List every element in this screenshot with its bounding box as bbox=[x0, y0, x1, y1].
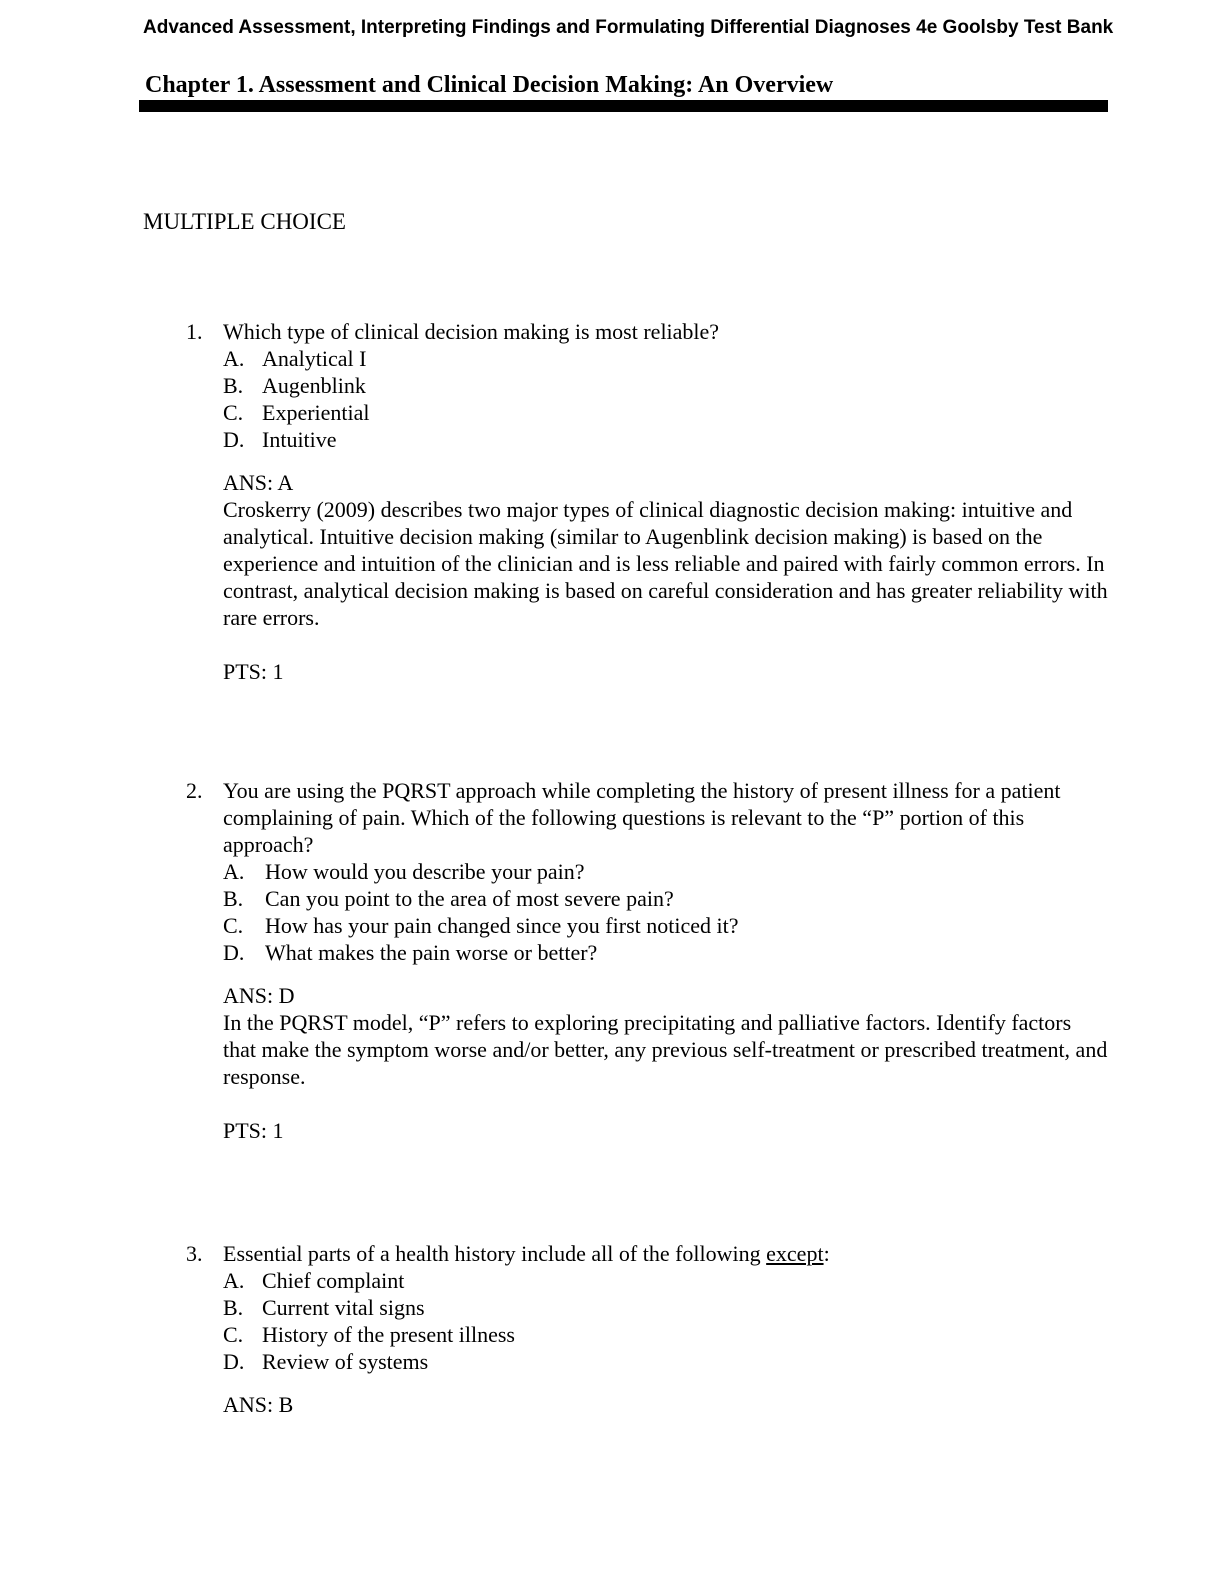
option-d bbox=[223, 939, 1126, 966]
option-text: How has your pain changed since you first noticed it? bbox=[265, 913, 739, 938]
option-b bbox=[223, 885, 1126, 912]
answer-key: ANS: D bbox=[223, 983, 295, 1008]
chapter-divider bbox=[139, 100, 1108, 112]
running-header: Advanced Assessment, Interpreting Findings and Formulating Differential Diagnoses 4e Goolsby Test Bank bbox=[143, 17, 1114, 38]
chapter-title: Chapter 1. Assessment and Clinical Decision Making: An Overview bbox=[145, 72, 834, 98]
answer-options bbox=[223, 345, 1126, 453]
answer-options bbox=[223, 858, 1126, 966]
option-letter: C. bbox=[223, 913, 244, 938]
stem-text: Essential parts of a health history include all of the following bbox=[223, 1241, 767, 1266]
option-text: Analytical I bbox=[262, 346, 367, 371]
points-value: PTS: 1 bbox=[223, 659, 284, 684]
option-b bbox=[223, 372, 1126, 399]
stem-emphasis: except bbox=[766, 1241, 824, 1266]
stem-punctuation: : bbox=[823, 1241, 830, 1266]
option-text: Current vital signs bbox=[262, 1295, 425, 1320]
question-stem bbox=[223, 1240, 1126, 1267]
option-letter: D. bbox=[223, 940, 245, 965]
option-letter: D. bbox=[223, 427, 245, 452]
option-a bbox=[223, 858, 1126, 885]
option-letter: A. bbox=[223, 1268, 245, 1293]
option-letter: B. bbox=[223, 1295, 244, 1320]
option-text: Experiential bbox=[262, 400, 370, 425]
section-heading: MULTIPLE CHOICE bbox=[143, 209, 346, 234]
question-stem: You are using the PQRST approach while completing the history of present illness for a patient complaining of pain. Which of the following questions is relevant to the “P” portion of this approach? bbox=[223, 778, 1061, 857]
option-letter: C. bbox=[223, 400, 244, 425]
option-letter: A. bbox=[223, 346, 245, 371]
option-text: Can you point to the area of most severe pain? bbox=[265, 886, 674, 911]
question-number: 2. bbox=[186, 778, 203, 803]
option-text: Intuitive bbox=[262, 427, 337, 452]
answer-key: ANS: B bbox=[223, 1392, 294, 1417]
option-letter: A. bbox=[223, 859, 245, 884]
option-a bbox=[223, 345, 1126, 372]
question-2 bbox=[186, 777, 1126, 1144]
answer-options bbox=[223, 1267, 1126, 1375]
option-b bbox=[223, 1294, 1126, 1321]
option-letter: B. bbox=[223, 886, 244, 911]
option-d bbox=[223, 426, 1126, 453]
option-text: Chief complaint bbox=[262, 1268, 405, 1293]
option-text: What makes the pain worse or better? bbox=[265, 940, 598, 965]
option-letter: B. bbox=[223, 373, 244, 398]
points-value: PTS: 1 bbox=[223, 1118, 284, 1143]
option-c bbox=[223, 399, 1126, 426]
answer-rationale: Croskerry (2009) describes two major types of clinical diagnostic decision making: intuitive and analytical. Intuitive decision making (similar to Augenblink decision making) is based on the experience and intuition of the clinician and is less reliable and paired with fairly common errors. In contrast, analytical decision making is based on careful consideration and has greater reliability with rare errors. bbox=[223, 497, 1108, 630]
option-letter: D. bbox=[223, 1349, 245, 1374]
option-a bbox=[223, 1267, 1126, 1294]
option-letter: C. bbox=[223, 1322, 244, 1347]
question-1 bbox=[186, 318, 1126, 685]
answer-key: ANS: A bbox=[223, 470, 294, 495]
question-3 bbox=[186, 1240, 1126, 1418]
question-number: 3. bbox=[186, 1241, 203, 1266]
option-text: History of the present illness bbox=[262, 1322, 515, 1347]
option-text: Review of systems bbox=[262, 1349, 429, 1374]
option-c bbox=[223, 1321, 1126, 1348]
question-number: 1. bbox=[186, 319, 203, 344]
option-text: How would you describe your pain? bbox=[265, 859, 585, 884]
question-stem: Which type of clinical decision making is most reliable? bbox=[223, 319, 720, 344]
answer-rationale: In the PQRST model, “P” refers to exploring precipitating and palliative factors. Identify factors that make the symptom worse and/or better, any previous self-treatment or prescribed treatment, and response. bbox=[223, 1010, 1108, 1089]
option-text: Augenblink bbox=[262, 373, 366, 398]
option-d bbox=[223, 1348, 1126, 1375]
option-c bbox=[223, 912, 1126, 939]
